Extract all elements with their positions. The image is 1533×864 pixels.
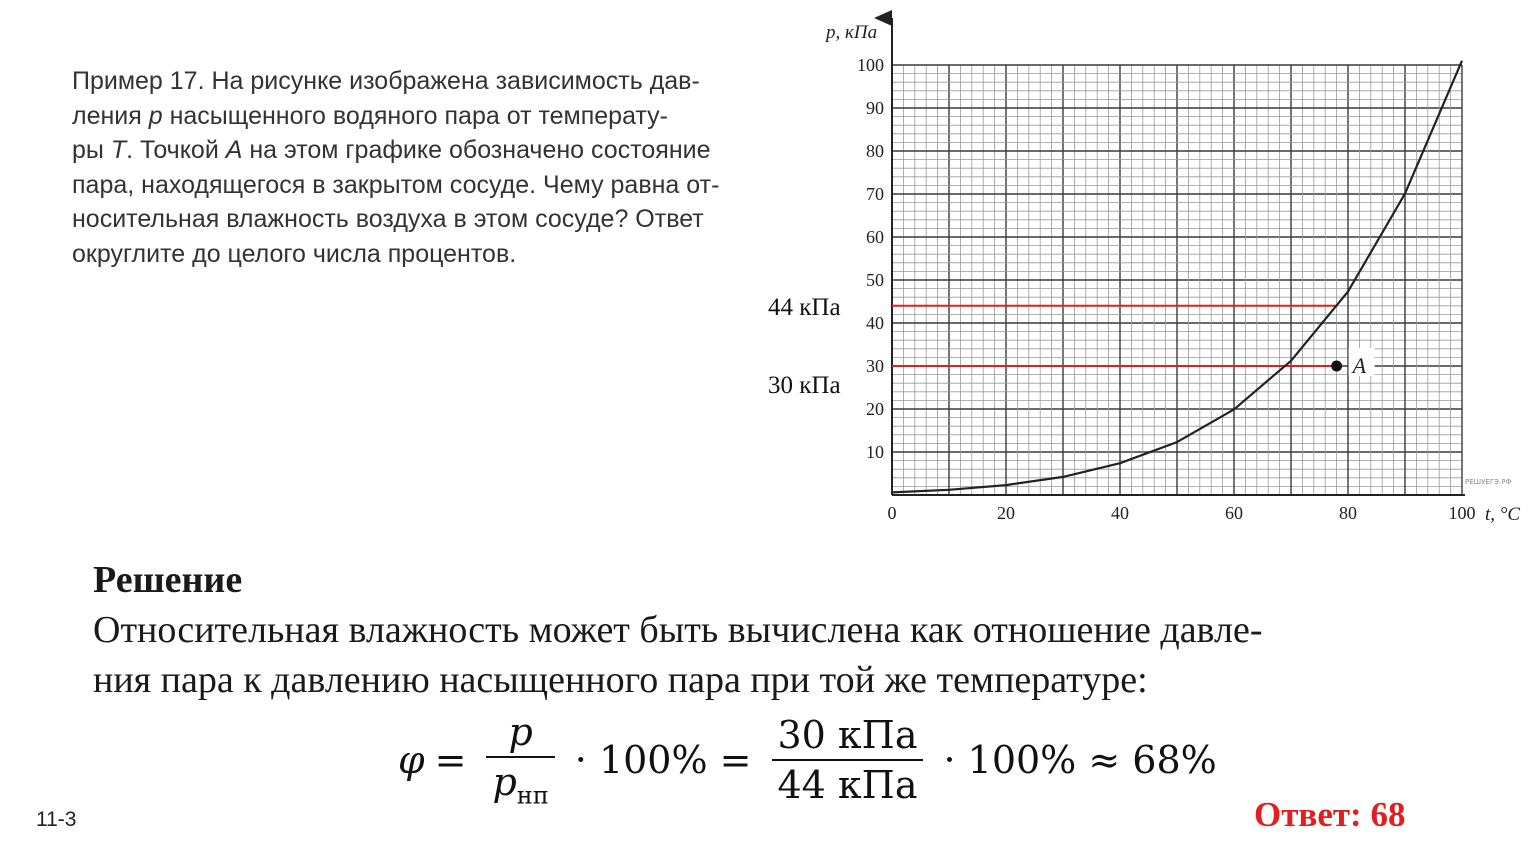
fraction-1-den-sub: нп — [516, 781, 549, 810]
x-tick-label: 40 — [1111, 503, 1129, 523]
problem-line-3b: . Точкой — [126, 136, 226, 164]
solution-line-1: Относительная влажность может быть вычислена как отношение давле- — [93, 609, 1263, 651]
y-tick-label: 80 — [866, 141, 884, 161]
x-axis-title: t, °C — [1485, 504, 1521, 525]
y-tick-label: 70 — [866, 184, 884, 204]
fraction-30-over-44 — [772, 713, 924, 807]
problem-line-4: пара, находящегося в закрытом сосуде. Чему равна от- — [72, 170, 720, 199]
formula-result: · 100% ≈ 68% — [943, 738, 1217, 782]
solution-line-2: ния пара к давлению насыщенного пара при той же температуре: — [93, 659, 1148, 701]
var-t: T — [110, 136, 127, 164]
y-tick-label: 30 — [866, 356, 884, 376]
fraction-2-denominator: 44 кПа — [772, 759, 924, 807]
fraction-1-denominator — [486, 756, 554, 810]
fraction-1-den-p: p — [492, 760, 517, 805]
fraction-2-numerator: 30 кПа — [777, 713, 918, 757]
formula-phi: φ — [398, 738, 425, 782]
ref-label-44: 44 кПа — [768, 293, 841, 321]
x-tick-label: 0 — [887, 503, 897, 523]
point-a-label: A — [1352, 353, 1367, 378]
y-tick-label: 20 — [866, 399, 884, 419]
x-tick-label: 20 — [997, 503, 1015, 523]
y-tick-label: 10 — [866, 442, 884, 462]
formula-mult-1: · 100% = — [574, 738, 752, 782]
answer-label: Ответ: 68 — [1254, 795, 1406, 834]
x-tick-label: 100 — [1448, 503, 1476, 523]
x-tick-label: 60 — [1225, 503, 1243, 523]
problem-line-2b: насыщенного водяного пара от температу- — [162, 101, 668, 130]
ref-label-30: 30 кПа — [768, 372, 841, 399]
problem-line-3c: на этом графике обозначено состояние — [242, 136, 711, 164]
y-tick-label: 60 — [866, 227, 884, 247]
solution-heading: Решение — [93, 559, 243, 601]
var-a: A — [225, 136, 243, 164]
point-a — [1331, 361, 1342, 372]
chart-grid — [892, 65, 1462, 495]
problem-line-6: округлите до целого числа процентов. — [72, 239, 517, 268]
fraction-p-over-pnp — [486, 710, 554, 810]
formula-equals: = — [434, 738, 467, 782]
problem-line-2a: ления — [72, 101, 149, 130]
x-tick-label: 80 — [1339, 503, 1357, 523]
watermark: РЕШУЕГЭ.РФ — [1465, 478, 1512, 486]
solution-text — [93, 605, 1483, 705]
var-p: p — [148, 101, 163, 130]
problem-line-5: носительная влажность воздуха в этом сосуде? Ответ — [72, 205, 704, 233]
fraction-1-numerator: p — [508, 710, 533, 755]
problem-line-3a: ры — [72, 136, 111, 164]
y-tick-label: 40 — [866, 313, 884, 333]
problem-label: Пример 17. — [72, 67, 205, 95]
y-axis-title: p, кПа — [826, 22, 878, 43]
y-tick-label: 50 — [866, 270, 884, 290]
point-a-group — [1331, 348, 1375, 378]
y-tick-label: 100 — [857, 55, 884, 75]
y-tick-label: 90 — [866, 98, 884, 118]
slide-number: 11-3 — [36, 808, 77, 831]
problem-line-1: На рисунке изображена зависимость дав- — [204, 67, 700, 95]
formula — [398, 700, 1227, 820]
